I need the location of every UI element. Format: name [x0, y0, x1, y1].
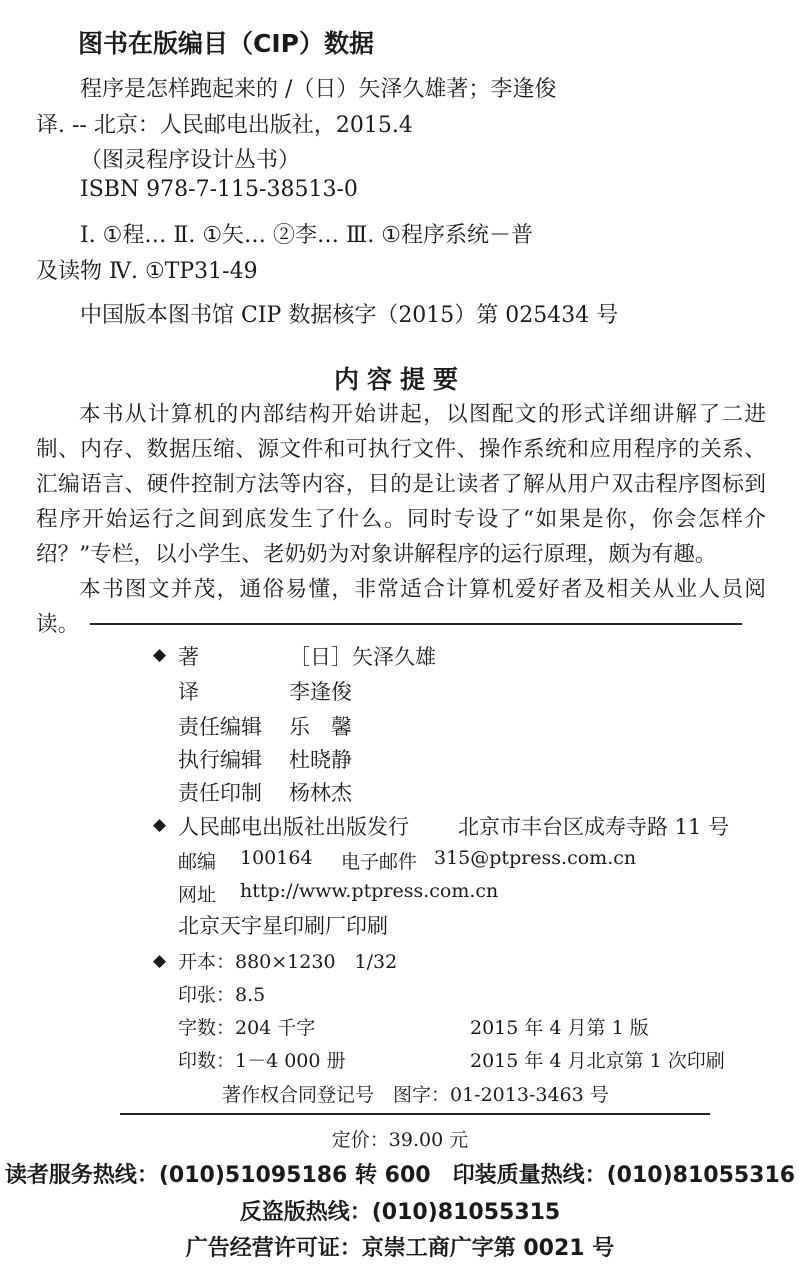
printed-sheets: 印张：8.5 — [178, 984, 266, 1006]
translator-label: 译 — [178, 680, 199, 704]
bullet-icon: ◆ — [153, 645, 167, 665]
copyright-registration: 著作权合同登记号 图字：01-2013-3463 号 — [222, 1084, 609, 1106]
word-count: 字数：204 千字 — [178, 1017, 316, 1039]
service-hotlines: 读者服务热线：(010)51095186 转 600 印装质量热线：(010)81055316 — [4, 1163, 796, 1188]
cip-classification-1: Ⅰ. ①程… Ⅱ. ①矢… ②李… Ⅲ. ①程序系统－普 — [80, 223, 533, 248]
translator-value: 李逢俊 — [289, 680, 352, 704]
website-label: 网址 — [178, 884, 217, 906]
copies: 印数：1－4 000 册 — [178, 1050, 346, 1072]
divider-top — [90, 623, 742, 625]
cip-line-1: 程序是怎样跑起来的 /（日）矢泽久雄著；李逢俊 — [80, 77, 557, 102]
website-value: http://www.ptpress.com.cn — [240, 880, 499, 902]
cip-classification-2: 及读物 Ⅳ. ①TP31-49 — [36, 259, 258, 284]
print-manager-label: 责任印制 — [178, 781, 262, 805]
cip-line-3: （图灵程序设计丛书） — [80, 148, 301, 173]
email-value: 315@ptpress.com.cn — [434, 847, 637, 869]
divider-bottom — [120, 1113, 710, 1115]
cip-isbn: ISBN 978-7-115-38513-0 — [80, 177, 358, 202]
bullet-icon: ◆ — [153, 815, 167, 835]
editor-value: 乐 馨 — [289, 715, 352, 739]
summary-title: 内容提要 — [333, 365, 466, 394]
print-manager-value: 杨林杰 — [289, 781, 352, 805]
ad-license: 广告经营许可证：京崇工商广字第 0021 号 — [185, 1236, 615, 1261]
antipiracy-hotline: 反盗版热线：(010)81055315 — [239, 1200, 561, 1225]
summary-body — [36, 397, 766, 642]
cip-title: 图书在版编目（CIP）数据 — [78, 29, 374, 58]
format: 开本：880×1230 1/32 — [178, 951, 398, 973]
email-label: 电子邮件 — [341, 851, 418, 873]
author-label: 著 — [178, 645, 199, 669]
cip-number: 中国版本图书馆 CIP 数据核字（2015）第 025434 号 — [80, 303, 619, 328]
summary-paragraph-2: 本书图文并茂，通俗易懂，非常适合计算机爱好者及相关从业人员阅读。 — [36, 577, 766, 637]
edition: 2015 年 4 月第 1 版 — [470, 1017, 649, 1039]
publisher: 人民邮电出版社出版发行 — [178, 815, 409, 839]
printer: 北京天宇星印刷厂印刷 — [178, 914, 388, 938]
author-value: ［日］矢泽久雄 — [289, 645, 436, 669]
summary-paragraph-1: 本书从计算机的内部结构开始讲起，以图配文的形式详细讲解了二进制、内存、数据压缩、源文件和可执行文件、操作系统和应用程序的关系、汇编语言、硬件控制方法等内容，目的是让读者了解从用户双击程序图标到程序开始运行之间到底发生了什么。同时专设了“如果是你，你会怎样介绍？”专栏，以小学生、老奶奶为对象讲解程序的运行原理，颇为有趣。 — [36, 402, 766, 567]
postcode-value: 100164 — [240, 847, 313, 869]
bullet-icon: ◆ — [153, 951, 167, 971]
editor-label: 责任编辑 — [178, 715, 262, 739]
price: 定价：39.00 元 — [331, 1129, 469, 1151]
printing: 2015 年 4 月北京第 1 次印刷 — [470, 1050, 725, 1072]
cip-line-2: 译. -- 北京：人民邮电出版社，2015.4 — [36, 113, 413, 138]
exec-editor-label: 执行编辑 — [178, 748, 262, 772]
exec-editor-value: 杜晓静 — [289, 748, 352, 772]
postcode-label: 邮编 — [178, 851, 217, 873]
publisher-address: 北京市丰台区成寿寺路 11 号 — [458, 815, 730, 839]
